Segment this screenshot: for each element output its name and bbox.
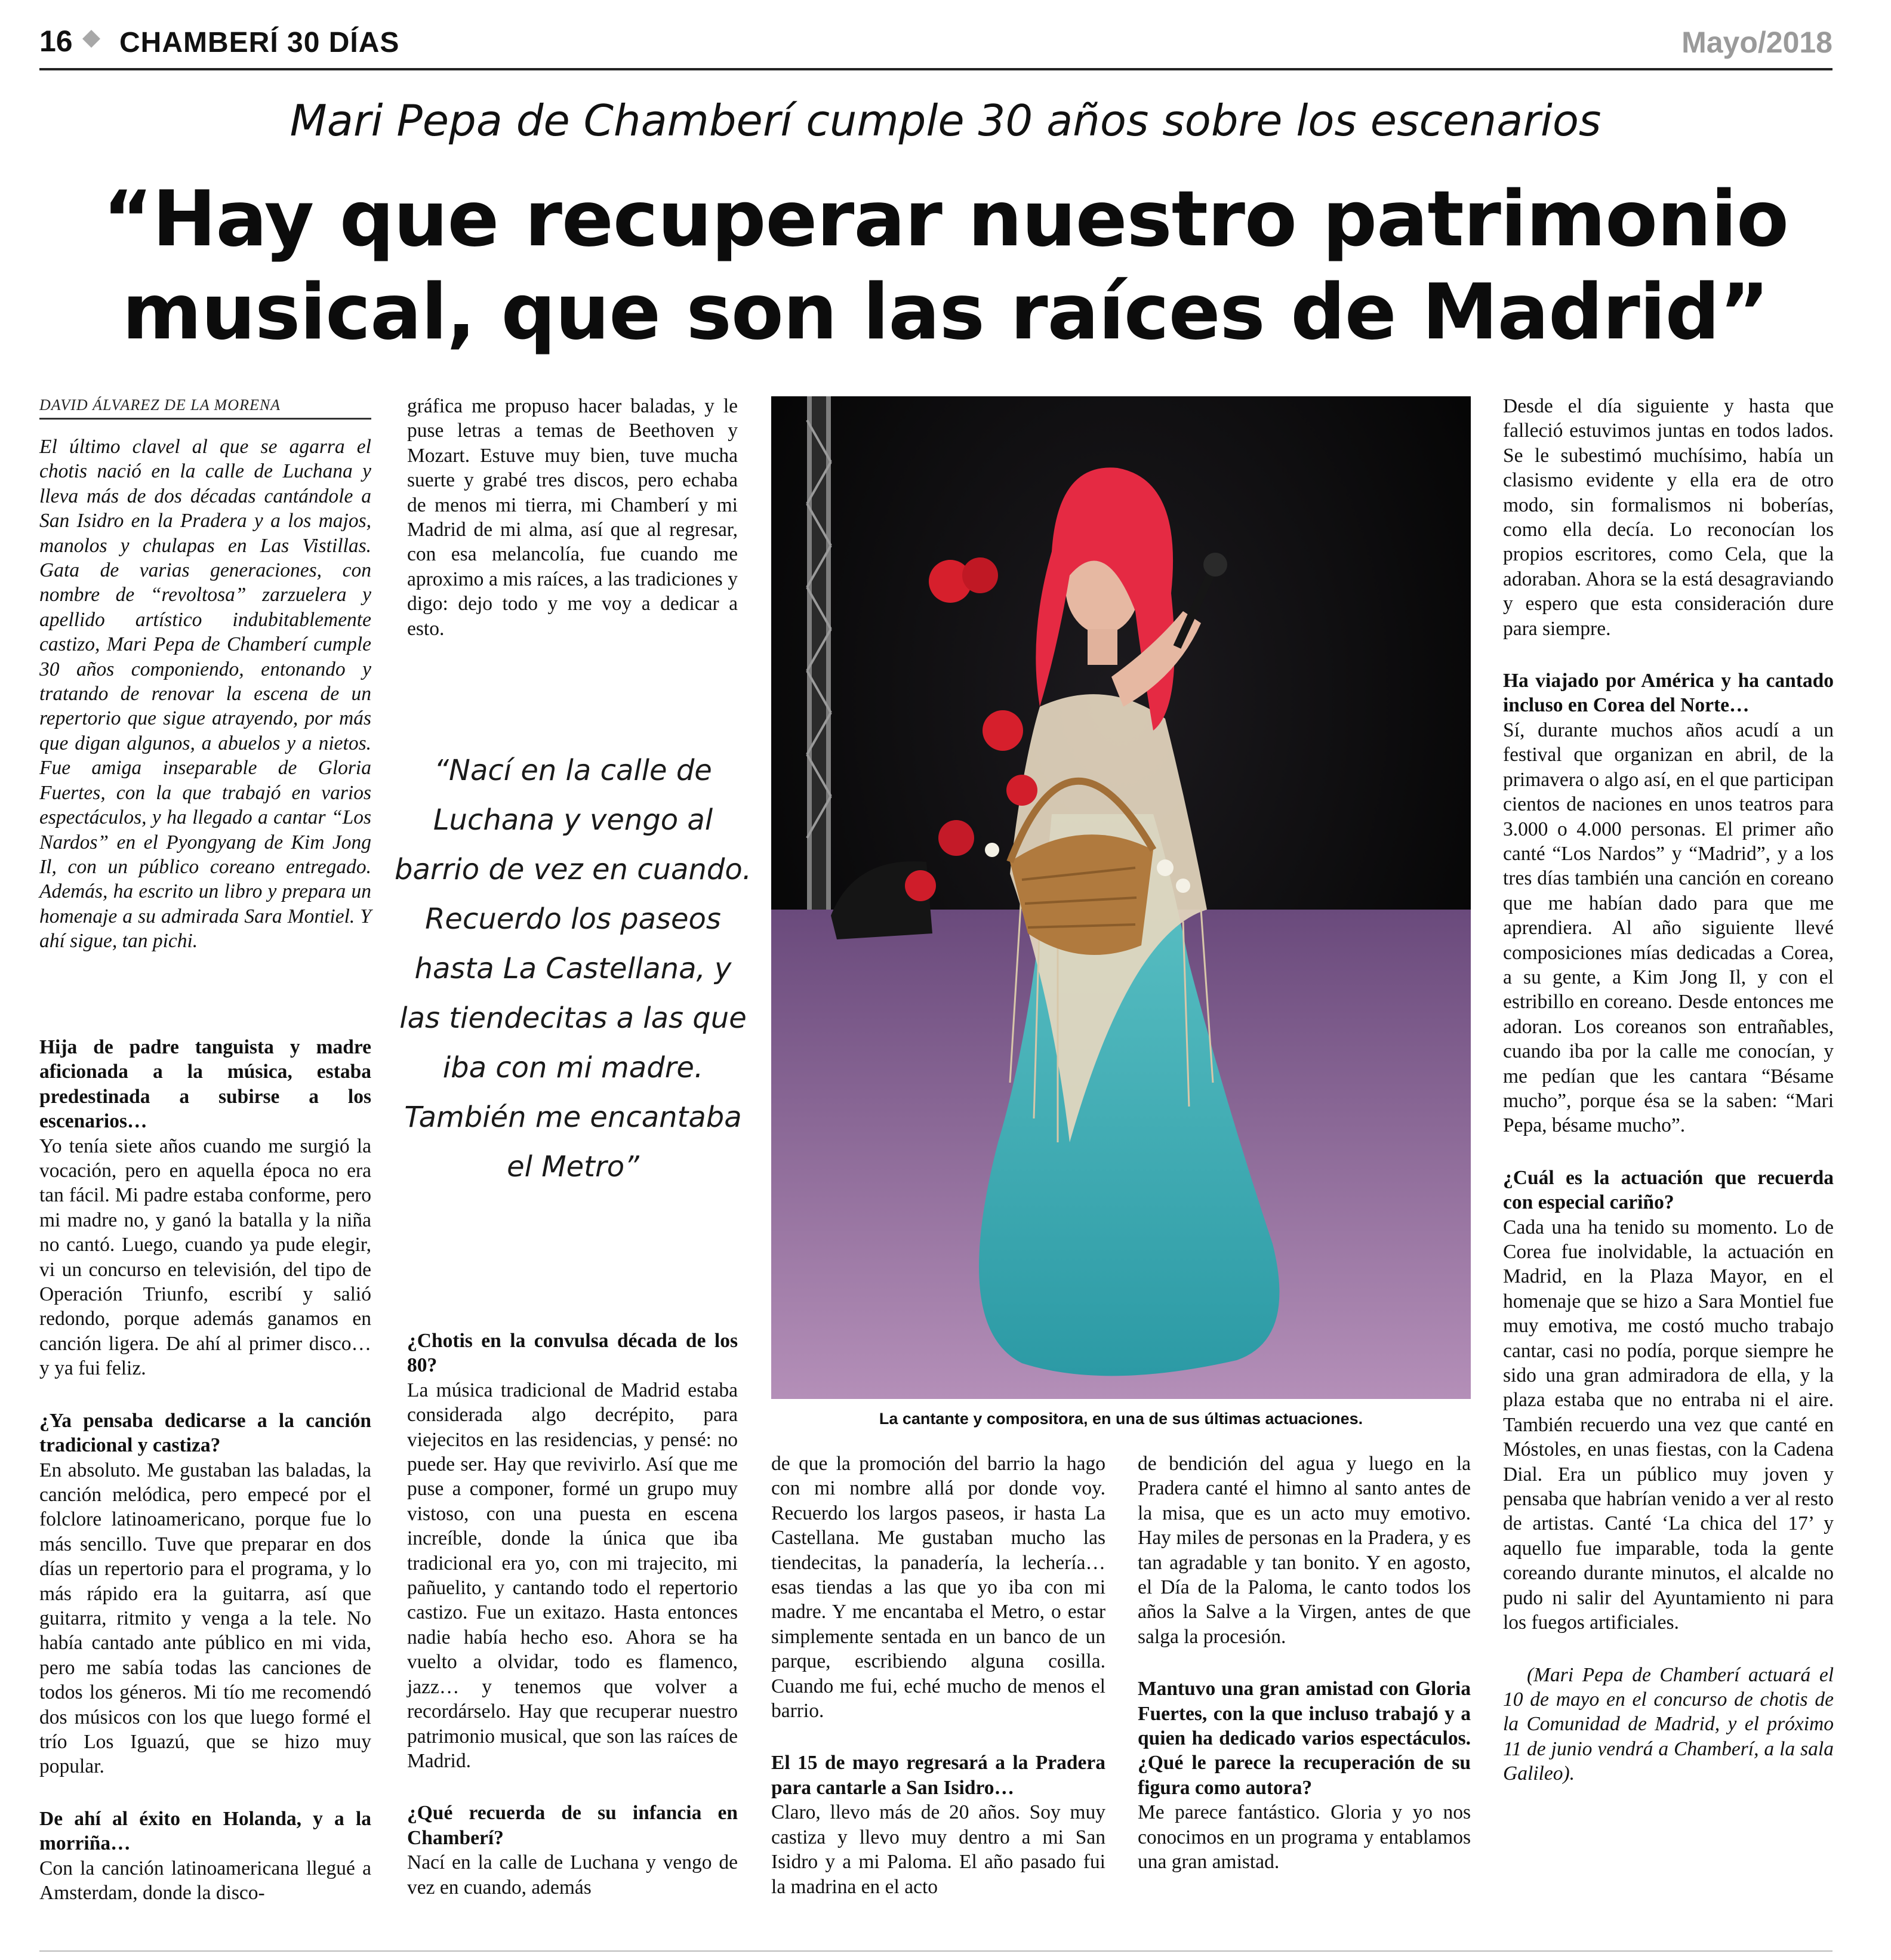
closing-note: (Mari Pepa de Chamberí actuará el 10 de mayo en el concurso de chotis de la Comunidad de Madrid, y el próximo 11 de junio vendrá a Chamberí, a la sala Galileo). bbox=[1503, 1663, 1834, 1785]
answer-7-part-1: Me parece fantástico. Gloria y yo nos conocimos en un programa y entablamos una gran amistad. bbox=[1138, 1801, 1471, 1873]
section-title: CHAMBERÍ 30 DÍAS bbox=[119, 27, 400, 58]
answer-9: Cada una ha tenido su momento. Lo de Corea fue inolvidable, la actuación en Madrid, en la Plaza Mayor, en el homenaje que se hizo a Sara Montiel fue muy emotiva, me costó mucho trabajo cantar, casi no podía, porque siempre he sido una gran admiradora de ella, y la plaza estaba que no entraba ni el aire. También recuerdo una vez que canté en Móstoles, en unas fiestas, con la Cadena Dial. Era un público muy joven y pensaba que habrían venido a ver al resto de artistas. Canté ‘La chica del 17’ y aquello fue imparable, toda la gente coreando durante minutos, el alcalde no pudo ni salir del Ayuntamiento ni para los fuegos artificiales. bbox=[1503, 1216, 1834, 1634]
byline: DAVID ÁLVAREZ DE LA MORENA bbox=[39, 396, 281, 414]
issue-date: Mayo/2018 bbox=[1681, 26, 1833, 59]
question-4: ¿Chotis en la convulsa década de los 80? bbox=[407, 1330, 738, 1377]
column-5 bbox=[1503, 394, 1834, 1786]
answer-6-part-2: de bendición del agua y luego en la Pradera canté el himno al santo antes de la misa, que es un acto muy emotivo. Hay miles de personas en la Pradera, y es tan agradable y tan bonito. Y en agosto, el Día de la Paloma, le canto todos los años la Salve a la Virgen, antes de que salga la procesión. bbox=[1138, 1453, 1471, 1648]
question-9: ¿Cuál es la actuación que recuerda con especial cariño? bbox=[1503, 1166, 1834, 1214]
question-5: ¿Qué recuerda de su infancia en Chamberí? bbox=[407, 1802, 738, 1849]
headline bbox=[0, 173, 1891, 359]
kicker: Mari Pepa de Chamberí cumple 30 años sobre los escenarios bbox=[289, 95, 1602, 146]
intro-paragraph: El último clavel al que se agarra el chotis nació en la calle de Luchana y lleva más de dos décadas cantándole a San Isidro en la Pradera y a los majos, manolos y chulapas en Las Vistillas. Gata de varias generaciones, con nombre de “revoltosa” zarzuelera y apellido artístico indubitablemente castizo, Mari Pepa de Chamberí cumple 30 años componiendo, entonando y tratando de renovar la escena de un repertorio que sigue atrayendo, por más que digan algunos, a abuelos y a nietos. Fue amiga inseparable de Gloria Fuertes, con la que trabajó en varios espectáculos, y ha llegado a cantar “Los Nardos” en el Pyongyang de Kim Jong Il, con un público coreano entregado. Además, ha escrito un libro y prepara un homenaje a su admirada Sara Montiel. Y ahí sigue, tan pichi. bbox=[39, 436, 371, 953]
question-8: Ha viajado por América y ha cantado incluso en Corea del Norte… bbox=[1503, 670, 1834, 717]
answer-5-part-2: de que la promoción del barrio la hago con mi nombre allá por donde voy. Recuerdo los largos paseos, ir hasta La Castellana. Me gustaban mucho las tiendecitas, la panadería, la lechería… esas tiendas a las que yo iba con mi madre. Y me encantaba el Metro, o estar simplemente sentada en un banco de un parque, escribiendo alguna cosilla. Cuando me fui, eché mucho de menos el barrio. bbox=[771, 1453, 1105, 1722]
header-rule bbox=[39, 68, 1833, 70]
answer-4: La música tradicional de Madrid estaba considerada algo decrépito, para viejecitos en las residencias, y pensé: no puede ser. Hay que revivirlo. Así que me puse a componer, formé un grupo muy vistoso, con una puesta en escena increíble, donde la única que iba tradicional era yo, con mi trajecito, mi pañuelito, y cantando todo el repertorio castizo. Fue un exitazo. Hasta entonces nadie había hecho eso. Ahora se ha vuelto a olvidar, todo es flamenco, jazz… y tenemos que volver a recordárselo. Hay que recuperar nuestro patrimonio musical, que son las raíces de Madrid. bbox=[407, 1379, 738, 1772]
headline-line-1: “Hay que recuperar nuestro patrimonio bbox=[103, 175, 1788, 264]
question-1: Hija de padre tanguista y madre aficionada a la música, estaba predestinada a subirse a los escenarios… bbox=[39, 1036, 371, 1133]
column-2-bottom bbox=[407, 1329, 738, 1900]
answer-1: Yo tenía siete años cuando me surgió la vocación, pero en aquella época no era tan fácil. Mi padre estaba conforme, pero mi madre no, y ganó la batalla y la niña no cantó. Luego, cuando ya pude elegir, vi un concurso en televisión, del tipo de Operación Triunfo, escribí y salió redondo, porque además ganamos en canción ligera. De ahí al primer disco… y ya fui feliz. bbox=[39, 1135, 371, 1380]
column-2-top bbox=[407, 394, 738, 641]
answer-6-part-1: Claro, llevo más de 20 años. Soy muy castiza y llevo muy dentro a mi San Isidro y a mi Paloma. El año pasado fui la madrina en el acto bbox=[771, 1801, 1105, 1898]
photo-caption: La cantante y compositora, en una de sus últimas actuaciones. bbox=[879, 1410, 1363, 1428]
column-3-bottom bbox=[771, 1451, 1105, 1899]
byline-rule bbox=[39, 418, 371, 420]
pull-quote: “Nací en la calle de Luchana y vengo al barrio de vez en cuando. Recuerdo los paseos hasta La Castellana, y las tiendecitas a las que iba con mi madre. También me encantaba el Metro” bbox=[395, 754, 752, 1184]
diamond-icon bbox=[82, 30, 100, 48]
answer-5-part-1: Nací en la calle de Luchana y vengo de vez en cuando, además bbox=[407, 1851, 738, 1899]
column-1 bbox=[39, 1035, 371, 1905]
footer-rule bbox=[39, 1950, 1833, 1952]
column-4-bottom bbox=[1138, 1451, 1471, 1875]
performance-photo bbox=[771, 396, 1471, 1399]
answer-8: Sí, durante muchos años acudí a un festival que organizan en abril, de la primavera o algo así, en el que participan cientos de naciones en unos teatros para 3.000 o 4.000 personas. El primer año canté “Los Nardos” y “Madrid”, y a los tres días también una canción en coreano que me habían dado para que me aprendiera. Al año siguiente llevé composiciones mías dedicadas a Corea, a su gente, a Kim Jong Il, y con el estribillo en coreano. Desde entonces me adoran. Los coreanos son entrañables, cuando iba por la calle me conocían, y me pedían que les cantara “Bésame mucho”, porque ésa se la saben: “Mari Pepa, bésame mucho”. bbox=[1503, 719, 1834, 1137]
question-2: ¿Ya pensaba dedicarse a la canción tradicional y castiza? bbox=[39, 1409, 371, 1457]
page-number: 16 bbox=[39, 24, 73, 58]
answer-2: En absoluto. Me gustaban las baladas, la canción melódica, pero empecé por el folclore latinoamericano, porque fue lo más sencillo. Tuve que preparar en dos días un repertorio para el programa, y lo más rápido era la guitarra, así que guitarra, ritmito y venga a la tele. No había cantado ante público en mi vida, pero me sabía todas las canciones de todos los géneros. Mi tío me recomendó dos músicos con los que luego formé el trío Los Iguazú, que se hizo muy popular. bbox=[39, 1459, 371, 1778]
answer-7-part-2: Desde el día siguiente y hasta que falleció estuvimos juntas en todos lados. Se le subestimó muchísimo, había un clasismo evidente y ella era de otro modo, sin formalismos ni boberías, como ella decía. Lo reconocían los propios escritores, como Cela, que la adoraban. Ahora se la está desagraviando y espero que esta consideración dure para siempre. bbox=[1503, 395, 1834, 640]
headline-line-2: musical, que son las raíces de Madrid” bbox=[122, 268, 1769, 357]
answer-3-part-1: Con la canción latinoamericana llegué a Amsterdam, donde la disco- bbox=[39, 1857, 371, 1904]
question-3: De ahí al éxito en Holanda, y a la morriña… bbox=[39, 1807, 371, 1855]
answer-3-part-2: gráfica me propuso hacer baladas, y le puse letras a temas de Beethoven y Mozart. Estuve muy bien, tuve mucha suerte y grabé tres discos, pero echaba de menos mi tierra, mi Chamberí y mi Madrid de mi alma, así que al regresar, con esa melancolía, fue cuando me aproximo a mis raíces, a las tradiciones y digo: dejo todo y me voy a dedicar a esto. bbox=[407, 395, 738, 640]
question-6: El 15 de mayo regresará a la Pradera para cantarle a San Isidro… bbox=[771, 1752, 1105, 1799]
question-7: Mantuvo una gran amistad con Gloria Fuertes, con la que incluso trabajó y a quien ha dedicado varios espectáculos. ¿Qué le parece la recuperación de su figura como autora? bbox=[1138, 1678, 1471, 1799]
